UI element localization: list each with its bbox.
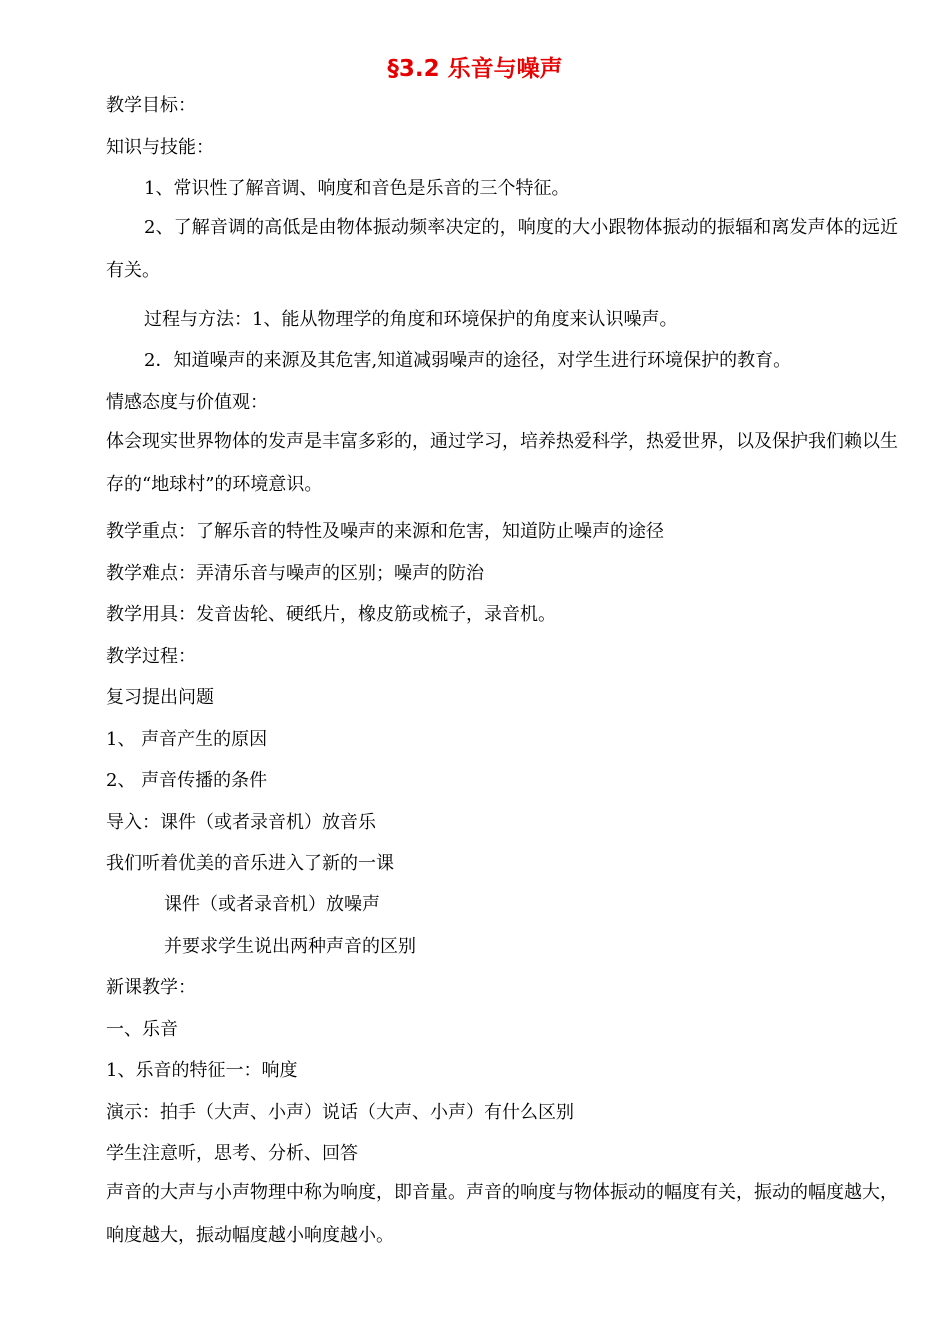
heading-attitude-values: 情感态度与价值观： xyxy=(106,392,268,413)
teaching-tools: 教学用具：发音齿轮、硬纸片，橡皮筋或梳子，录音机。 xyxy=(106,604,556,625)
review-questions-heading: 复习提出问题 xyxy=(106,687,214,708)
page-title: §3.2 乐音与噪声 xyxy=(387,56,563,82)
heading-knowledge-skills: 知识与技能： xyxy=(106,137,214,158)
heading-teaching-process: 教学过程： xyxy=(106,646,196,667)
introduction-play-noise: 课件（或者录音机）放噪声 xyxy=(164,894,380,915)
student-response-line: 学生注意听，思考、分析、回答 xyxy=(106,1143,358,1164)
objective-item-1: 1、常识性了解音调、响度和音色是乐音的三个特征。 xyxy=(144,178,570,199)
process-method-item-1: 过程与方法：1、能从物理学的角度和环境保护的角度来认识噪声。 xyxy=(144,309,678,330)
objective-item-2: 2、了解音调的高低是由物体振动频率决定的，响度的大小跟物体振动的振辐和离发声体的远近有关。 xyxy=(106,217,898,281)
heading-teaching-objectives: 教学目标： xyxy=(106,95,196,116)
attitude-values-paragraph: 体会现实世界物体的发声是丰富多彩的，通过学习，培养热爱科学，热爱世界，以及保护我们赖以生存的“地球村”的环境意识。 xyxy=(106,431,898,495)
review-question-1: 1、 声音产生的原因 xyxy=(106,729,268,750)
section-musical-sound: 一、乐音 xyxy=(106,1019,178,1040)
heading-new-lesson: 新课教学： xyxy=(106,977,196,998)
teaching-key-points: 教学重点：了解乐音的特性及噪声的来源和危害，知道防止噪声的途径 xyxy=(106,521,664,542)
introduction-ask-difference: 并要求学生说出两种声音的区别 xyxy=(164,936,416,957)
loudness-explanation-paragraph: 声音的大声与小声物理中称为响度，即音量。声音的响度与物体振动的幅度有关，振动的幅度越大，响度越大，振动幅度越小响度越小。 xyxy=(106,1182,898,1246)
introduction-line: 导入：课件（或者录音机）放音乐 xyxy=(106,812,376,833)
teaching-difficulties: 教学难点：弄清乐音与噪声的区别；噪声的防治 xyxy=(106,563,484,584)
demonstration-line: 演示：拍手（大声、小声）说话（大声、小声）有什么区别 xyxy=(106,1102,574,1123)
introduction-new-lesson: 我们听着优美的音乐进入了新的一课 xyxy=(106,853,394,874)
process-method-item-2: 2．知道噪声的来源及其危害,知道减弱噪声的途径，对学生进行环境保护的教育。 xyxy=(144,350,792,371)
feature-loudness-heading: 1、乐音的特征一：响度 xyxy=(106,1060,298,1081)
review-question-2: 2、 声音传播的条件 xyxy=(106,770,268,791)
